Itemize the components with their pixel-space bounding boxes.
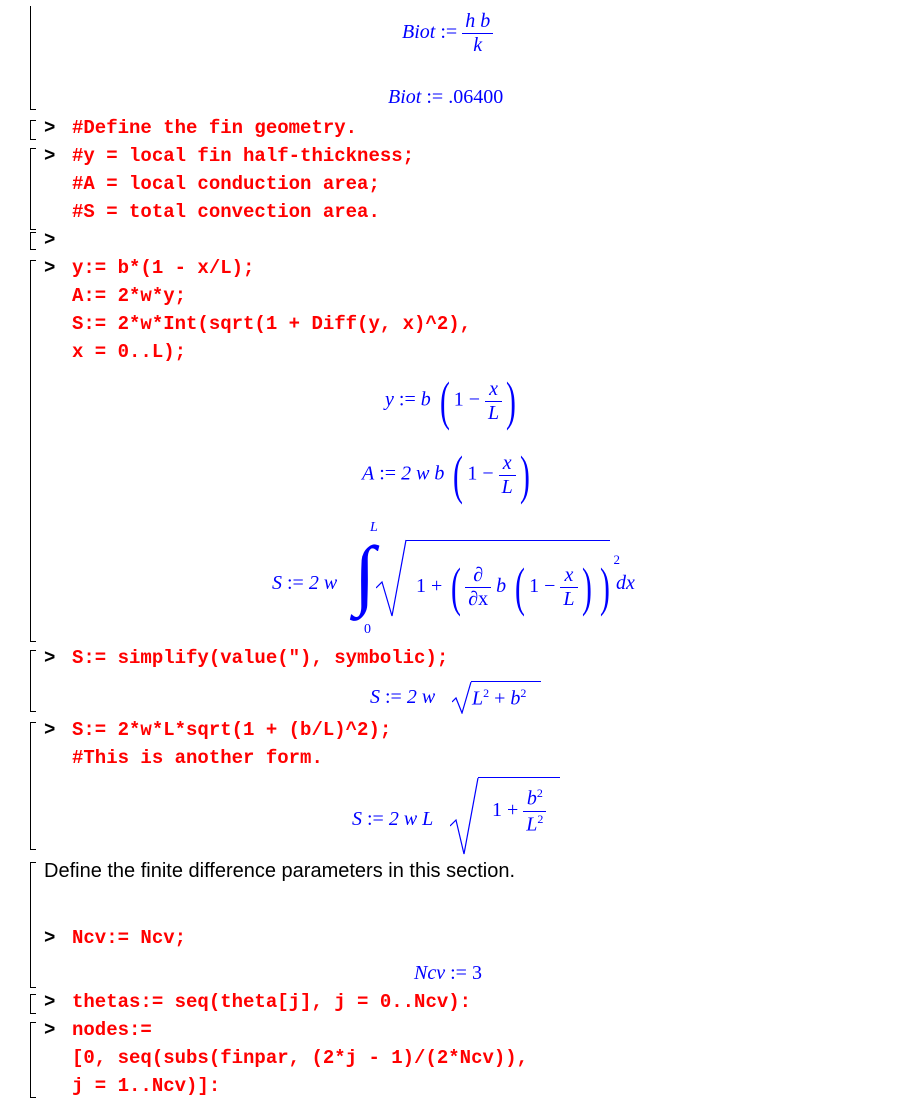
integral-upper: L <box>370 520 378 535</box>
x-over-L <box>560 564 577 611</box>
prompt: > <box>44 145 56 167</box>
left-paren: ( <box>451 557 462 618</box>
prompt: > <box>44 257 56 279</box>
b-coef: b <box>496 575 507 597</box>
y-coef: b <box>420 388 431 411</box>
input-nodes[interactable]: nodes:= <box>72 1019 152 1041</box>
group-bracket-nodes <box>30 1022 31 1098</box>
integral-lower: 0 <box>364 622 371 637</box>
output-y-definition <box>385 371 520 431</box>
sqrt-icon <box>452 680 472 720</box>
input-ncv[interactable]: Ncv:= Ncv; <box>72 927 187 949</box>
group-bracket-comments <box>30 148 31 230</box>
group-bracket-finite-difference <box>30 862 31 988</box>
input-define-geometry[interactable]: #Define the fin geometry. <box>72 117 358 139</box>
group-bracket-another-form <box>30 722 31 850</box>
output-biot-definition <box>402 10 493 57</box>
input-another-comment[interactable]: #This is another form. <box>72 747 323 769</box>
group-bracket-biot <box>30 6 31 110</box>
output-a-definition <box>362 445 534 505</box>
num-b: b <box>526 787 537 810</box>
biot-value: .06400 <box>448 86 504 108</box>
minus: − <box>544 575 556 597</box>
num-exp: 2 <box>536 786 543 800</box>
one: 1 <box>453 388 464 411</box>
right-paren: ) <box>599 557 610 618</box>
assign-op: := <box>450 962 467 984</box>
right-paren: ) <box>506 371 517 431</box>
biot-lhs: Biot <box>402 21 436 44</box>
group-bracket-thetas <box>30 994 31 1014</box>
ncv-value: 3 <box>471 962 482 984</box>
biot-numerator: h b <box>462 10 493 34</box>
denominator: L <box>488 401 500 424</box>
numerator: x <box>499 452 516 476</box>
prompt: > <box>44 719 56 741</box>
plus: + <box>431 575 443 597</box>
integral-sign: ∫ <box>354 530 376 617</box>
group-bracket-define-geometry <box>30 120 31 140</box>
assign-op: := <box>367 808 384 830</box>
biot-denominator: k <box>473 34 483 56</box>
input-another-form[interactable]: S:= 2*w*L*sqrt(1 + (b/L)^2); <box>72 719 392 741</box>
input-thetas[interactable]: thetas:= seq(theta[j], j = 0..Ncv): <box>72 991 472 1013</box>
biot-lhs: Biot <box>388 86 422 108</box>
x-over-L <box>499 452 516 499</box>
group-bracket-simplify <box>30 650 31 712</box>
s-lhs: S <box>370 686 380 708</box>
input-nodes-seq[interactable]: [0, seq(subs(finpar, (2*j - 1)/(2*Ncv)), <box>72 1047 529 1069</box>
plus: + <box>507 798 519 821</box>
one: 1 <box>416 575 426 597</box>
output-ncv <box>414 962 482 985</box>
minus: − <box>468 388 480 411</box>
group-bracket-empty <box>30 232 31 250</box>
s-coef: 2 w L <box>388 808 434 830</box>
biot-fraction <box>462 10 493 57</box>
one: 1 <box>467 462 478 485</box>
y-lhs: y <box>385 388 394 411</box>
prompt: > <box>44 1019 56 1041</box>
s-lhs: S <box>272 572 282 594</box>
assign-op: := <box>398 388 416 411</box>
input-simplify[interactable]: S:= simplify(value("), symbolic); <box>72 647 449 669</box>
a-lhs: A <box>362 462 375 485</box>
input-a-def[interactable]: A:= 2*w*y; <box>72 285 187 307</box>
prompt: > <box>44 991 56 1013</box>
inner-right-paren: ) <box>581 557 592 618</box>
exp: 2 <box>520 686 527 700</box>
partial-derivative <box>465 564 491 611</box>
input-comment-s[interactable]: #S = total convection area. <box>72 201 380 223</box>
input-y-def[interactable]: y:= b*(1 - x/L); <box>72 257 255 279</box>
numerator <box>523 786 546 812</box>
b2-over-L2 <box>523 786 546 836</box>
numerator: x <box>560 564 577 588</box>
left-paren: ( <box>439 371 450 431</box>
a-coef: 2 w b <box>401 462 445 485</box>
assign-op: := <box>385 686 402 708</box>
assign-op: := <box>426 86 444 108</box>
power: 2 <box>613 552 621 567</box>
denominator <box>523 812 546 837</box>
sqrt-icon <box>450 776 480 862</box>
den-exp: 2 <box>537 811 544 826</box>
denominator: L <box>501 475 513 498</box>
left-paren: ( <box>453 445 464 505</box>
denominator: L <box>563 587 575 610</box>
prompt: > <box>44 117 56 139</box>
one: 1 <box>492 798 502 821</box>
assign-op: := <box>440 21 458 44</box>
output-biot-value <box>388 86 503 109</box>
x-over-L <box>485 378 502 425</box>
s-lhs: S <box>352 808 362 830</box>
section-description: Define the finite difference parameters in this section. <box>44 860 515 882</box>
inner-left-paren: ( <box>515 557 526 618</box>
sqrt-icon <box>376 538 408 624</box>
inner-one: 1 <box>529 575 540 597</box>
input-comment-y[interactable]: #y = local fin half-thickness; <box>72 145 415 167</box>
group-bracket-geometry <box>30 260 31 642</box>
plus: + <box>494 687 506 710</box>
input-nodes-range[interactable]: j = 1..Ncv)]: <box>72 1075 221 1097</box>
prompt: > <box>44 229 56 251</box>
prompt: > <box>44 927 56 949</box>
input-s-def-cont[interactable]: x = 0..L); <box>72 341 187 363</box>
exp: 2 <box>483 686 490 700</box>
prompt: > <box>44 647 56 669</box>
right-paren: ) <box>519 445 530 505</box>
dx: dx <box>616 572 635 594</box>
partial-num: ∂ <box>465 564 491 588</box>
input-comment-a[interactable]: #A = local conduction area; <box>72 173 380 195</box>
assign-op: := <box>287 572 304 594</box>
s-coef: 2 w <box>406 686 436 708</box>
den-L: L <box>526 813 538 836</box>
input-s-def[interactable]: S:= 2*w*Int(sqrt(1 + Diff(y, x)^2), <box>72 313 472 335</box>
minus: − <box>482 462 494 485</box>
radicand-L: L <box>472 687 484 710</box>
assign-op: := <box>379 462 397 485</box>
ncv-lhs: Ncv <box>414 962 446 984</box>
s-coef: 2 w <box>308 572 338 594</box>
numerator: x <box>485 378 502 402</box>
partial-den: ∂x <box>468 587 489 610</box>
radicand-b: b <box>510 687 521 710</box>
